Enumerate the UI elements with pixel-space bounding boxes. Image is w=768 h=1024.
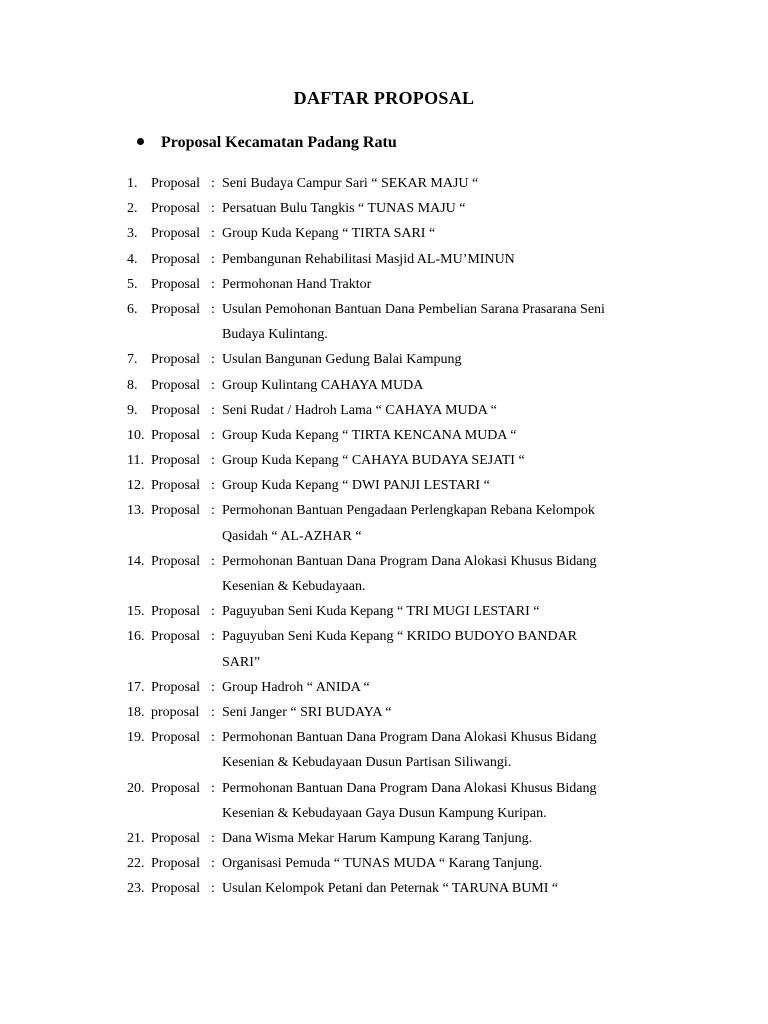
item-description-line: Usulan Bangunan Gedung Balai Kampung (222, 352, 462, 368)
section-heading-text: Proposal Kecamatan Padang Ratu (161, 134, 397, 151)
item-label: Proposal (151, 780, 200, 796)
list-item (0, 776, 768, 826)
item-colon: : (211, 226, 215, 242)
item-colon: : (211, 503, 215, 519)
item-description-line: Paguyuban Seni Kuda Kepang “ TRI MUGI LESTARI “ (222, 604, 540, 620)
item-description (222, 247, 652, 272)
item-description-line: Group Kulintang CAHAYA MUDA (222, 377, 424, 393)
item-label: Proposal (151, 377, 200, 393)
item-number: 18. (127, 705, 145, 720)
item-label: Proposal (151, 679, 200, 695)
list-item (0, 599, 768, 624)
item-description-line: SARI” (222, 654, 261, 670)
list-item (0, 373, 768, 398)
page-title: DAFTAR PROPOSAL (293, 88, 475, 108)
list-item (0, 549, 768, 599)
item-colon: : (211, 629, 215, 645)
list-item (0, 624, 768, 674)
list-item (0, 725, 768, 775)
proposal-list (0, 171, 768, 902)
item-description (222, 423, 652, 448)
item-number: 7. (127, 352, 138, 368)
item-number: 13. (127, 503, 145, 519)
item-description-line: Usulan Kelompok Petani dan Peternak “ TARUNA BUMI “ (222, 881, 559, 897)
item-colon: : (211, 780, 215, 796)
list-item (0, 675, 768, 700)
item-number: 14. (127, 553, 145, 569)
list-item (0, 347, 768, 372)
item-colon: : (211, 251, 215, 267)
item-description-line: Group Kuda Kepang “ CAHAYA BUDAYA SEJATI “ (222, 453, 525, 469)
item-description-line: Pembangunan Rehabilitasi Masjid AL-MU’MINUN (222, 251, 515, 267)
item-label: Proposal (151, 226, 200, 242)
item-description (222, 700, 652, 725)
item-description-line: Qasidah “ AL-AZHAR “ (222, 528, 362, 544)
item-number: 19. (127, 730, 145, 746)
item-description-line: Organisasi Pemuda “ TUNAS MUDA “ Karang Tanjung. (222, 856, 543, 872)
item-colon: : (211, 856, 215, 872)
item-colon: : (211, 679, 215, 695)
item-description (222, 599, 652, 624)
list-item (0, 700, 768, 725)
list-item (0, 498, 768, 548)
item-description (222, 196, 652, 221)
item-number: 2. (127, 201, 138, 217)
item-colon: : (211, 377, 215, 393)
item-description-line: Kesenian & Kebudayaan. (222, 579, 366, 595)
item-description-line: Permohonan Bantuan Dana Program Dana Alokasi Khusus Bidang (222, 553, 597, 569)
item-description-line: Kesenian & Kebudayaan Dusun Partisan Siliwangi. (222, 755, 512, 771)
item-description-line: Dana Wisma Mekar Harum Kampung Karang Tanjung. (222, 830, 533, 846)
item-number: 17. (127, 679, 145, 695)
item-description (222, 473, 652, 498)
item-label: Proposal (151, 301, 200, 317)
item-description-line: Group Kuda Kepang “ DWI PANJI LESTARI “ (222, 478, 490, 494)
item-label: Proposal (151, 830, 200, 846)
item-colon: : (211, 478, 215, 494)
item-number: 4. (127, 251, 138, 267)
item-description-line: Kesenian & Kebudayaan Gaya Dusun Kampung Kuripan. (222, 805, 547, 821)
section-heading (137, 134, 397, 152)
item-description-line: Persatuan Bulu Tangkis “ TUNAS MAJU “ (222, 201, 466, 217)
list-item (0, 247, 768, 272)
item-label: Proposal (151, 276, 200, 292)
item-label: Proposal (151, 604, 200, 620)
item-description-line: Group Kuda Kepang “ TIRTA KENCANA MUDA “ (222, 427, 517, 443)
item-label: Proposal (151, 251, 200, 267)
list-item (0, 876, 768, 901)
item-description-line: Group Hadroh “ ANIDA “ (222, 679, 370, 695)
item-description-line: Seni Rudat / Hadroh Lama “ CAHAYA MUDA “ (222, 402, 497, 418)
item-colon: : (211, 730, 215, 746)
item-label: Proposal (151, 402, 200, 418)
list-item (0, 473, 768, 498)
item-label: Proposal (151, 730, 200, 746)
item-description (222, 272, 652, 297)
item-number: 21. (127, 830, 145, 846)
item-label: Proposal (151, 352, 200, 368)
item-description-line: Permohonan Bantuan Pengadaan Perlengkapan Rebana Kelompok (222, 503, 595, 519)
item-label: Proposal (151, 881, 200, 897)
item-label: Proposal (151, 478, 200, 494)
item-description (222, 498, 652, 548)
item-label: Proposal (151, 856, 200, 872)
list-item (0, 423, 768, 448)
item-description (222, 876, 652, 901)
item-description-line: Budaya Kulintang. (222, 327, 328, 343)
item-number: 1. (127, 176, 138, 191)
list-item (0, 297, 768, 347)
item-number: 16. (127, 629, 145, 645)
item-colon: : (211, 176, 215, 191)
item-description-line: Group Kuda Kepang “ TIRTA SARI “ (222, 226, 436, 242)
item-description (222, 448, 652, 473)
item-description (222, 624, 652, 674)
list-item (0, 398, 768, 423)
item-label: Proposal (151, 553, 200, 569)
item-colon: : (211, 881, 215, 897)
item-number: 6. (127, 301, 138, 317)
item-description-line: Permohonan Bantuan Dana Program Dana Alokasi Khusus Bidang (222, 730, 597, 746)
list-item (0, 826, 768, 851)
list-item (0, 448, 768, 473)
item-description (222, 675, 652, 700)
item-label: proposal (151, 705, 200, 720)
list-item (0, 171, 768, 196)
item-description (222, 221, 652, 246)
item-colon: : (211, 553, 215, 569)
item-colon: : (211, 604, 215, 620)
item-colon: : (211, 276, 215, 292)
item-description-line: Permohonan Hand Traktor (222, 276, 372, 292)
item-description (222, 776, 652, 826)
item-description-line: Seni Janger “ SRI BUDAYA “ (222, 705, 392, 720)
list-item (0, 851, 768, 876)
item-description (222, 826, 652, 851)
item-description (222, 549, 652, 599)
item-description (222, 851, 652, 876)
item-number: 22. (127, 856, 145, 872)
item-description (222, 171, 652, 196)
list-item (0, 196, 768, 221)
item-label: Proposal (151, 176, 200, 191)
list-item (0, 221, 768, 246)
item-label: Proposal (151, 427, 200, 443)
item-number: 20. (127, 780, 145, 796)
item-colon: : (211, 830, 215, 846)
item-number: 8. (127, 377, 138, 393)
item-number: 11. (127, 453, 144, 469)
item-colon: : (211, 352, 215, 368)
item-colon: : (211, 402, 215, 418)
item-number: 5. (127, 276, 138, 292)
item-number: 9. (127, 402, 138, 418)
item-label: Proposal (151, 629, 200, 645)
item-colon: : (211, 201, 215, 217)
item-description (222, 373, 652, 398)
item-number: 12. (127, 478, 145, 494)
item-label: Proposal (151, 453, 200, 469)
item-number: 15. (127, 604, 145, 620)
item-colon: : (211, 453, 215, 469)
item-description (222, 297, 652, 347)
item-description (222, 725, 652, 775)
item-number: 23. (127, 881, 145, 897)
item-description (222, 347, 652, 372)
bullet-icon (137, 138, 144, 145)
item-colon: : (211, 705, 215, 720)
item-label: Proposal (151, 201, 200, 217)
item-colon: : (211, 301, 215, 317)
list-item (0, 272, 768, 297)
item-description-line: Usulan Pemohonan Bantuan Dana Pembelian Sarana Prasarana Seni (222, 301, 605, 317)
item-label: Proposal (151, 503, 200, 519)
item-colon: : (211, 427, 215, 443)
item-description-line: Paguyuban Seni Kuda Kepang “ KRIDO BUDOYO BANDAR (222, 629, 578, 645)
item-number: 10. (127, 427, 145, 443)
item-description (222, 398, 652, 423)
item-number: 3. (127, 226, 138, 242)
item-description-line: Seni Budaya Campur Sari “ SEKAR MAJU “ (222, 176, 479, 191)
item-description-line: Permohonan Bantuan Dana Program Dana Alokasi Khusus Bidang (222, 780, 597, 796)
